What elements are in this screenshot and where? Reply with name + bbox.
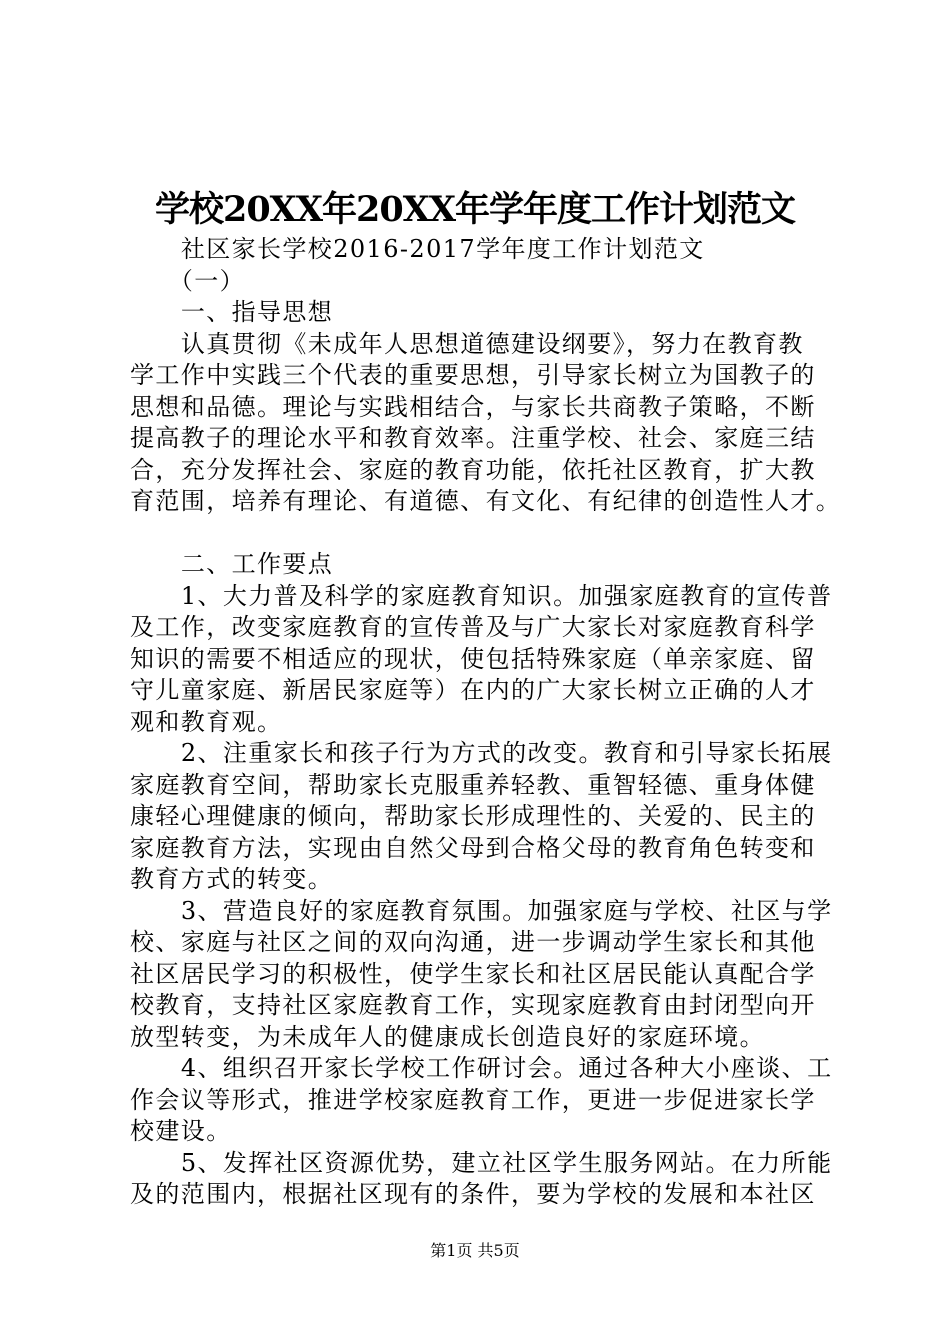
text-line: 学工作中实践三个代表的重要思想，引导家长树立为国教子的: [130, 361, 816, 389]
text-line: 作会议等形式，推进学校家庭教育工作，更进一步促进家长学: [130, 1085, 816, 1114]
paragraph-point-4: [130, 1053, 840, 1148]
text-line-content: 2、注重家长和孩子行为方式的改变。教育和引导家长拓展: [180, 739, 833, 767]
text-line: 知识的需要不相适应的现状，使包括特殊家庭（单亲家庭、留: [130, 644, 816, 673]
text-line: [130, 1148, 840, 1180]
text-line: [130, 329, 840, 361]
section-heading-2-text: 二、工作要点: [180, 550, 334, 578]
section-heading-1-text: 一、指导思想: [180, 298, 334, 326]
document-body: [130, 234, 840, 1211]
subtitle: [130, 234, 840, 266]
text-line: [130, 738, 840, 770]
text-line-content: 认真贯彻《未成年人思想道德建设纲要》，努力在教育教: [180, 329, 804, 358]
text-line: 提高教子的理论水平和教育效率。注重学校、社会、家庭三结: [130, 424, 816, 452]
text-line-content: 3、营造良好的家庭教育氛围。加强家庭与学校、社区与学: [180, 896, 833, 925]
text-line: 教育方式的转变。: [130, 865, 334, 893]
section-heading-2: [130, 549, 840, 581]
part-label-text: （一）: [180, 266, 246, 295]
paragraph-point-1: [130, 581, 840, 739]
subtitle-text: 社区家长学校2016-2017学年度工作计划范文: [180, 235, 705, 263]
page-title: 学校20XX年20XX年学年度工作计划范文: [154, 189, 796, 230]
part-label: [130, 266, 840, 298]
text-line-content: 5、发挥社区资源优势，建立社区学生服务网站。在力所能: [180, 1148, 833, 1177]
text-line: 校建设。: [130, 1117, 232, 1145]
text-line-content: 1、大力普及科学的家庭教育知识。加强家庭教育的宣传普: [180, 581, 833, 610]
text-line: 家庭教育方法，实现由自然父母到合格父母的教育角色转变和: [130, 833, 816, 862]
text-line: 校教育，支持社区家庭教育工作，实现家庭教育由封闭型向开: [130, 991, 816, 1019]
text-line: 及的范围内，根据社区现有的条件，要为学校的发展和本社区: [130, 1180, 816, 1208]
paragraph-point-3: [130, 896, 840, 1054]
section-heading-1: [130, 297, 840, 329]
text-line: 校、家庭与社区之间的双向沟通，进一步调动学生家长和其他: [130, 928, 816, 956]
paragraph-guiding-thought: [130, 329, 840, 518]
text-line: 育范围，培养有理论、有道德、有文化、有纪律的创造性人才。: [130, 487, 842, 515]
paragraph-point-5: [130, 1148, 840, 1211]
paragraph-point-2: [130, 738, 840, 896]
text-line: 合，充分发挥社会、家庭的教育功能，依托社区教育，扩大教: [130, 455, 816, 484]
blank-line: [130, 518, 840, 550]
text-line: 守儿童家庭、新居民家庭等）在内的广大家长树立正确的人才: [130, 676, 816, 704]
text-line-content: 4、组织召开家长学校工作研讨会。通过各种大小座谈、工: [180, 1054, 833, 1082]
text-line: 康轻心理健康的倾向，帮助家长形成理性的、关爱的、民主的: [130, 802, 816, 830]
text-line: 观和教育观。: [130, 707, 283, 736]
page-footer: 第1页 共5页: [430, 1241, 520, 1260]
text-line: 思想和品德。理论与实践相结合，与家长共商教子策略，不断: [130, 392, 816, 421]
text-line: 放型转变，为未成年人的健康成长创造良好的家庭环境。: [130, 1022, 765, 1051]
text-line: [130, 896, 840, 928]
text-line: 家庭教育空间，帮助家长克服重养轻教、重智轻德、重身体健: [130, 770, 816, 799]
text-line: [130, 1053, 840, 1085]
text-line: 社区居民学习的积极性，使学生家长和社区居民能认真配合学: [130, 959, 816, 988]
text-line: [130, 581, 840, 613]
text-line: 及工作，改变家庭教育的宣传普及与广大家长对家庭教育科学: [130, 613, 816, 641]
